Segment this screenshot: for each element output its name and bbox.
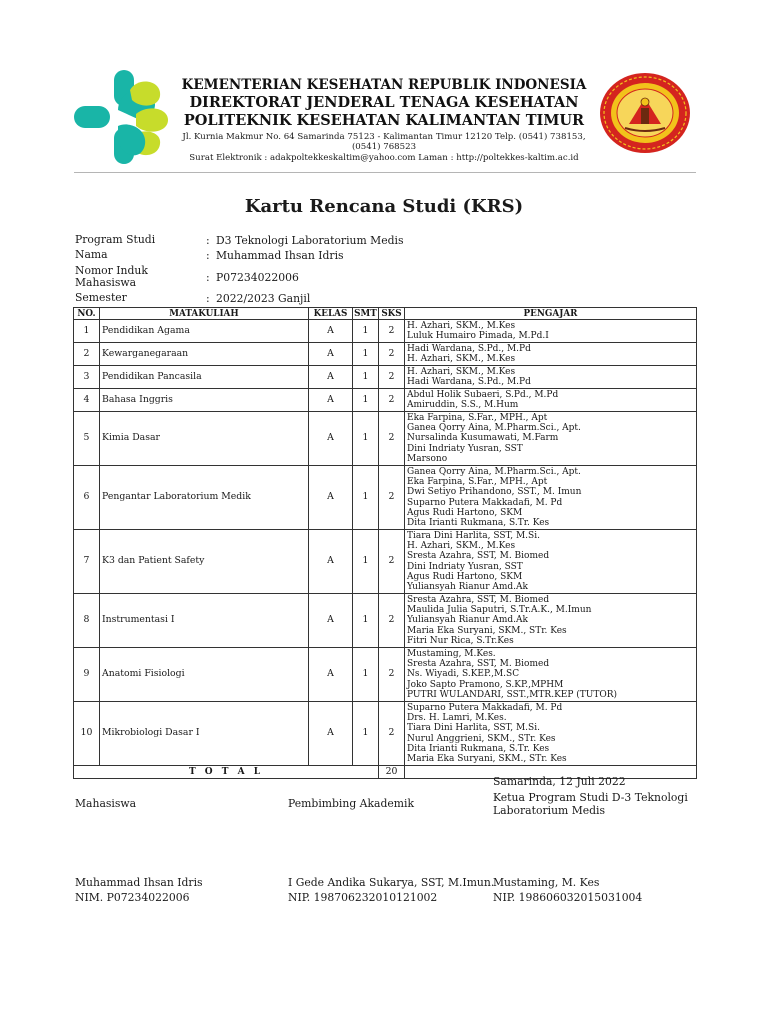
lecturer-name: Maria Eka Suryani, SKM., STr. Kes: [407, 625, 567, 636]
lecturer-name: Ganea Qorry Aina, M.Pharm.Sci., Apt.: [407, 423, 581, 434]
course-lecturers: [405, 594, 697, 648]
lecturer-name: Nurul Anggrieni, SKM., STr. Kes: [407, 733, 556, 744]
course-credits: 2: [379, 366, 405, 389]
table-body: [74, 320, 697, 766]
lecturer-name: Dini Indriaty Yusran, SST: [407, 443, 523, 454]
course-semester: 1: [353, 466, 379, 530]
head-role: Ketua Program Studi D-3 Teknologi Laboratorium Medis: [493, 791, 688, 817]
course-name: K3 dan Patient Safety: [100, 530, 309, 594]
krs-table: [73, 307, 697, 779]
info-label: Nomor Induk Mahasiswa: [75, 264, 148, 289]
lecturer-name: Mustaming, M.Kes.: [407, 648, 496, 659]
table-row: [74, 343, 697, 366]
lecturer-name: Ganea Qorry Aina, M.Pharm.Sci., Apt.: [407, 466, 581, 477]
course-credits: 2: [379, 648, 405, 702]
table-row: [74, 412, 697, 466]
lecturer-name: Suparno Putera Makkadafi, M. Pd: [407, 702, 563, 713]
course-number: 7: [74, 530, 100, 594]
page-title: Kartu Rencana Studi (KRS): [244, 196, 524, 217]
lecturer-name: Agus Rudi Hartono, SKM: [407, 507, 523, 518]
course-semester: 1: [353, 389, 379, 412]
course-number: 3: [74, 366, 100, 389]
table-row: [74, 648, 697, 702]
institution-address: Jl. Kurnia Makmur No. 64 Samarinda 75123 - Kalimantan Timur 12120 Telp. (0541) 738153, (0541) 768523: [182, 132, 586, 152]
info-value: Muhammad Ihsan Idris: [216, 249, 344, 262]
course-class: A: [309, 530, 353, 594]
course-name: Instrumentasi I: [100, 594, 309, 648]
kemenkes-logo-icon: [74, 70, 170, 166]
course-lecturers: [405, 466, 697, 530]
total-label: T O T A L: [74, 766, 379, 779]
student-nim: NIM. P07234022006: [75, 891, 190, 904]
info-value: 2022/2023 Ganjil: [216, 292, 311, 305]
lecturer-name: Agus Rudi Hartono, SKM: [407, 571, 523, 582]
course-name: Mikrobiologi Dasar I: [100, 702, 309, 766]
lecturer-name: Drs. H. Lamri, M.Kes.: [407, 712, 507, 723]
course-semester: 1: [353, 320, 379, 343]
advisor-nip: NIP. 198706232010121002: [288, 891, 438, 904]
column-header: KELAS: [309, 308, 353, 320]
header-divider: [74, 172, 696, 173]
course-credits: 2: [379, 343, 405, 366]
course-name: Bahasa Inggris: [100, 389, 309, 412]
course-semester: 1: [353, 412, 379, 466]
head-nip: NIP. 198606032015031004: [493, 891, 643, 904]
lecturer-name: Dita Irianti Rukmana, S.Tr. Kes: [407, 743, 550, 754]
info-label: Program Studi: [75, 233, 156, 246]
total-sks: 20: [379, 766, 405, 779]
student-signature-name: Muhammad Ihsan Idris: [75, 876, 203, 889]
table-row: [74, 320, 697, 343]
lecturer-name: Tiara Dini Harlita, SST, M.Si.: [407, 723, 540, 734]
course-class: A: [309, 594, 353, 648]
course-semester: 1: [353, 648, 379, 702]
course-class: A: [309, 648, 353, 702]
course-name: Pengantar Laboratorium Medik: [100, 466, 309, 530]
course-lecturers: [405, 320, 697, 343]
lecturer-name: Dwi Setiyo Prihandono, SST., M. Imun: [407, 487, 582, 498]
column-header: SKS: [379, 308, 405, 320]
student-role: Mahasiswa: [75, 797, 137, 810]
lecturer-name: Dita Irianti Rukmana, S.Tr. Kes: [407, 518, 550, 529]
directorate-name: DIREKTORAT JENDERAL TENAGA KESEHATAN: [189, 94, 579, 111]
lecturer-name: Luluk Humairo Pimada, M.Pd.I: [407, 331, 549, 341]
table-row: [74, 466, 697, 530]
course-lecturers: [405, 389, 697, 412]
lecturer-name: Marsono: [407, 453, 448, 464]
course-semester: 1: [353, 702, 379, 766]
course-lecturers: [405, 530, 697, 594]
lecturer-name: Eka Farpina, S.Far., MPH., Apt: [407, 412, 548, 423]
course-semester: 1: [353, 530, 379, 594]
table-header-row: [74, 308, 697, 320]
lecturer-name: H. Azhari, SKM., M.Kes: [407, 366, 516, 377]
course-credits: 2: [379, 594, 405, 648]
lecturer-name: Tiara Dini Harlita, SST, M.Si.: [407, 530, 540, 541]
info-value: P07234022006: [216, 271, 299, 284]
lecturer-name: Hadi Wardana, S.Pd., M.Pd: [407, 377, 531, 387]
table-row: [74, 530, 697, 594]
info-label: Semester: [75, 291, 127, 304]
lecturer-name: Suparno Putera Makkadafi, M. Pd: [407, 497, 563, 508]
course-number: 10: [74, 702, 100, 766]
place-date: Samarinda, 12 Juli 2022: [493, 775, 626, 788]
head-signature-name: Mustaming, M. Kes: [493, 876, 600, 889]
table-row: [74, 594, 697, 648]
lecturer-name: Abdul Holik Subaeri, S.Pd., M.Pd: [407, 389, 559, 400]
column-header: SMT: [354, 308, 377, 319]
lecturer-name: Fitri Nur Rica, S.Tr.Kes: [407, 635, 514, 646]
column-header: PENGAJAR: [405, 308, 697, 320]
course-credits: 2: [379, 320, 405, 343]
info-label: Nama: [75, 248, 108, 261]
course-number: 1: [74, 320, 100, 343]
course-class: A: [309, 389, 353, 412]
ministry-name: KEMENTERIAN KESEHATAN REPUBLIK INDONESIA: [181, 77, 587, 93]
course-lecturers: [405, 412, 697, 466]
lecturer-name: Maria Eka Suryani, SKM., STr. Kes: [407, 754, 567, 765]
course-credits: 2: [379, 412, 405, 466]
lecturer-name: H. Azhari, SKM., M.Kes: [407, 320, 516, 331]
course-class: A: [309, 702, 353, 766]
course-semester: 1: [353, 366, 379, 389]
course-name: Pendidikan Pancasila: [100, 366, 309, 389]
course-credits: 2: [379, 530, 405, 594]
lecturer-name: Dini Indriaty Yusran, SST: [407, 561, 523, 572]
course-number: 4: [74, 389, 100, 412]
course-semester: 1: [353, 594, 379, 648]
course-lecturers: [405, 366, 697, 389]
course-class: A: [309, 366, 353, 389]
table-row: [74, 389, 697, 412]
course-name: Pendidikan Agama: [100, 320, 309, 343]
lecturer-name: Hadi Wardana, S.Pd., M.Pd: [407, 343, 531, 354]
course-name: Kewarganegaraan: [100, 343, 309, 366]
column-header: NO.: [74, 308, 100, 320]
lecturer-name: Joko Sapto Pramono, S.KP.,MPHM: [407, 679, 564, 690]
table-row: [74, 366, 697, 389]
lecturer-name: H. Azhari, SKM., M.Kes: [407, 354, 516, 364]
course-name: Anatomi Fisiologi: [100, 648, 309, 702]
course-number: 2: [74, 343, 100, 366]
lecturer-name: Sresta Azahra, SST, M. Biomed: [407, 659, 550, 670]
lecturer-name: Ns. Wiyadi, S.KEP.,M.SC: [407, 669, 520, 680]
lecturer-name: Amiruddin, S.S., M.Hum: [407, 400, 519, 410]
lecturer-name: H. Azhari, SKM., M.Kes: [407, 540, 516, 551]
lecturer-name: Nursalinda Kusumawati, M.Farm: [407, 433, 559, 444]
lecturer-name: Sresta Azahra, SST, M. Biomed: [407, 551, 550, 562]
course-number: 5: [74, 412, 100, 466]
institution-name: POLITEKNIK KESEHATAN KALIMANTAN TIMUR: [183, 112, 585, 129]
course-credits: 2: [379, 389, 405, 412]
lecturer-name: Eka Farpina, S.Far., MPH., Apt: [407, 476, 548, 487]
course-class: A: [309, 343, 353, 366]
column-header: MATAKULIAH: [100, 308, 309, 320]
course-class: A: [309, 466, 353, 530]
course-lecturers: [405, 648, 697, 702]
course-lecturers: [405, 702, 697, 766]
institution-contact: Surat Elektronik : adakpoltekkeskaltim@yahoo.com Laman : http://poltekkes-kaltim.ac.id: [189, 153, 579, 163]
lecturer-name: Yuliansyah Rianur Amd.Ak: [407, 615, 528, 626]
course-number: 6: [74, 466, 100, 530]
info-value: D3 Teknologi Laboratorium Medis: [216, 234, 404, 247]
lecturer-name: Sresta Azahra, SST, M. Biomed: [407, 594, 550, 605]
course-number: 9: [74, 648, 100, 702]
letterhead: [178, 76, 590, 164]
course-credits: 2: [379, 702, 405, 766]
lecturer-name: Yuliansyah Rianur Amd.Ak: [407, 582, 528, 593]
course-lecturers: [405, 343, 697, 366]
course-name: Kimia Dasar: [100, 412, 309, 466]
poltekkes-kaltim-seal-icon: [599, 72, 691, 154]
table-row: [74, 702, 697, 766]
lecturer-name: Maulida Julia Saputri, S.Tr.A.K., M.Imun: [407, 605, 592, 616]
course-credits: 2: [379, 466, 405, 530]
lecturer-name: PUTRI WULANDARI, SST.,MTR.KEP (TUTOR): [407, 689, 618, 700]
course-class: A: [309, 320, 353, 343]
course-semester: 1: [353, 343, 379, 366]
course-class: A: [309, 412, 353, 466]
advisor-signature-name: I Gede Andika Sukarya, SST, M.Imun.: [288, 876, 495, 889]
course-number: 8: [74, 594, 100, 648]
advisor-role: Pembimbing Akademik: [288, 797, 414, 810]
